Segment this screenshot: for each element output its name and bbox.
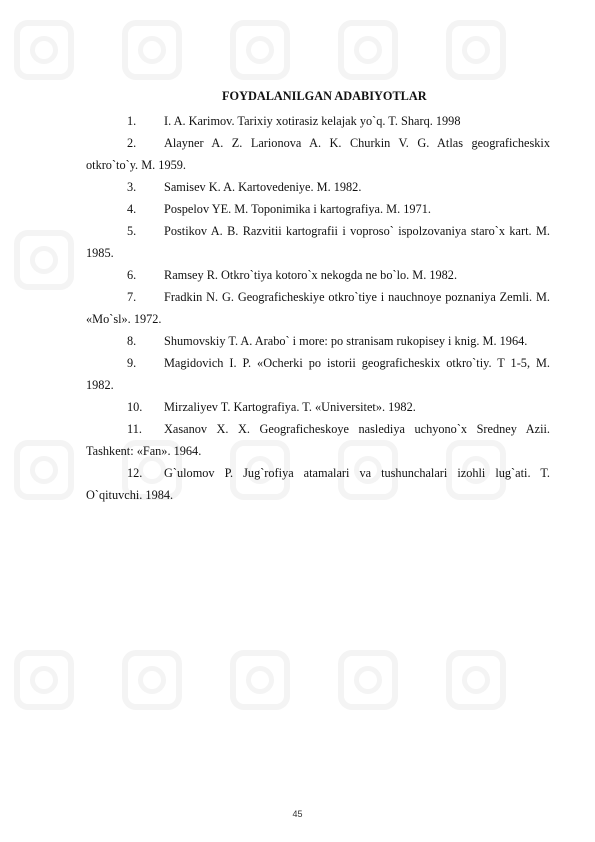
watermark-logo <box>14 230 74 290</box>
watermark-logo <box>14 440 74 500</box>
watermark-logo <box>14 20 74 80</box>
reference-item <box>86 176 550 198</box>
reference-number: 4. <box>127 202 137 216</box>
reference-list <box>86 110 550 506</box>
reference-item <box>86 110 550 132</box>
reference-item <box>86 462 550 506</box>
watermark-logo <box>230 20 290 80</box>
reference-number: 11. <box>127 422 142 436</box>
reference-item <box>86 264 550 286</box>
watermark-logo <box>14 650 74 710</box>
reference-text: G`ulomov P. Jug`rofiya atamalari va tushunchalari izohli lug`ati. T. O`qituvchi. 1984. <box>86 466 550 502</box>
reference-item <box>86 220 550 264</box>
reference-number: 2. <box>127 136 137 150</box>
reference-text: Samisev K. A. Kartovedeniye. M. 1982. <box>164 180 362 194</box>
watermark-logo <box>122 20 182 80</box>
reference-item <box>86 198 550 220</box>
reference-item <box>86 352 550 396</box>
reference-text: Xasanov X. X. Geograficheskoye naslediya uchyono`x Sredney Azii. Tashkent: «Fan». 1964. <box>86 422 550 458</box>
reference-number: 8. <box>127 334 137 348</box>
reference-text: I. A. Karimov. Tarixiy xotirasiz kelajak yo`q. T. Sharq. 1998 <box>164 114 461 128</box>
watermark-logo <box>446 20 506 80</box>
page-title: FOYDALANILGAN ADABIYOTLAR <box>222 89 427 103</box>
watermark-logo <box>446 650 506 710</box>
reference-item <box>86 330 550 352</box>
reference-number: 6. <box>127 268 137 282</box>
watermark-logo <box>122 650 182 710</box>
reference-text: Mirzaliyev T. Kartografiya. T. «Universitet». 1982. <box>164 400 416 414</box>
watermark-logo <box>338 20 398 80</box>
reference-item <box>86 396 550 418</box>
reference-text: Fradkin N. G. Geograficheskiye otkro`tiye i nauchnoye poznaniya Zemli. M. «Mo`sl». 1972. <box>86 290 550 326</box>
reference-text: Pospelov YE. M. Toponimika i kartografiya. M. 1971. <box>164 202 431 216</box>
reference-item <box>86 418 550 462</box>
reference-item <box>86 286 550 330</box>
watermark-logo <box>230 650 290 710</box>
reference-number: 1. <box>127 114 137 128</box>
reference-text: Ramsey R. Otkro`tiya kotoro`x nekogda ne bo`lo. M. 1982. <box>164 268 458 282</box>
reference-number: 7. <box>127 290 137 304</box>
reference-text: Magidovich I. P. «Ocherki po istorii geograficheskix otkro`tiy. T 1-5, M. 1982. <box>86 356 550 392</box>
reference-text: Alayner A. Z. Larionova A. K. Churkin V. G. Atlas geograficheskix otkro`to`y. M. 1959. <box>86 136 550 172</box>
watermark-logo <box>338 650 398 710</box>
reference-text: Shumovskiy T. A. Arabo` i more: po stranisam rukopisey i knig. M. 1964. <box>164 334 528 348</box>
reference-number: 9. <box>127 356 137 370</box>
reference-number: 3. <box>127 180 137 194</box>
reference-text: Postikov A. B. Razvitii kartografii i voproso` ispolzovaniya staro`x kart. M. 1985. <box>86 224 550 260</box>
reference-number: 5. <box>127 224 137 238</box>
page-number: 45 <box>292 809 303 819</box>
reference-number: 10. <box>127 400 143 414</box>
reference-item <box>86 132 550 176</box>
reference-number: 12. <box>127 466 143 480</box>
